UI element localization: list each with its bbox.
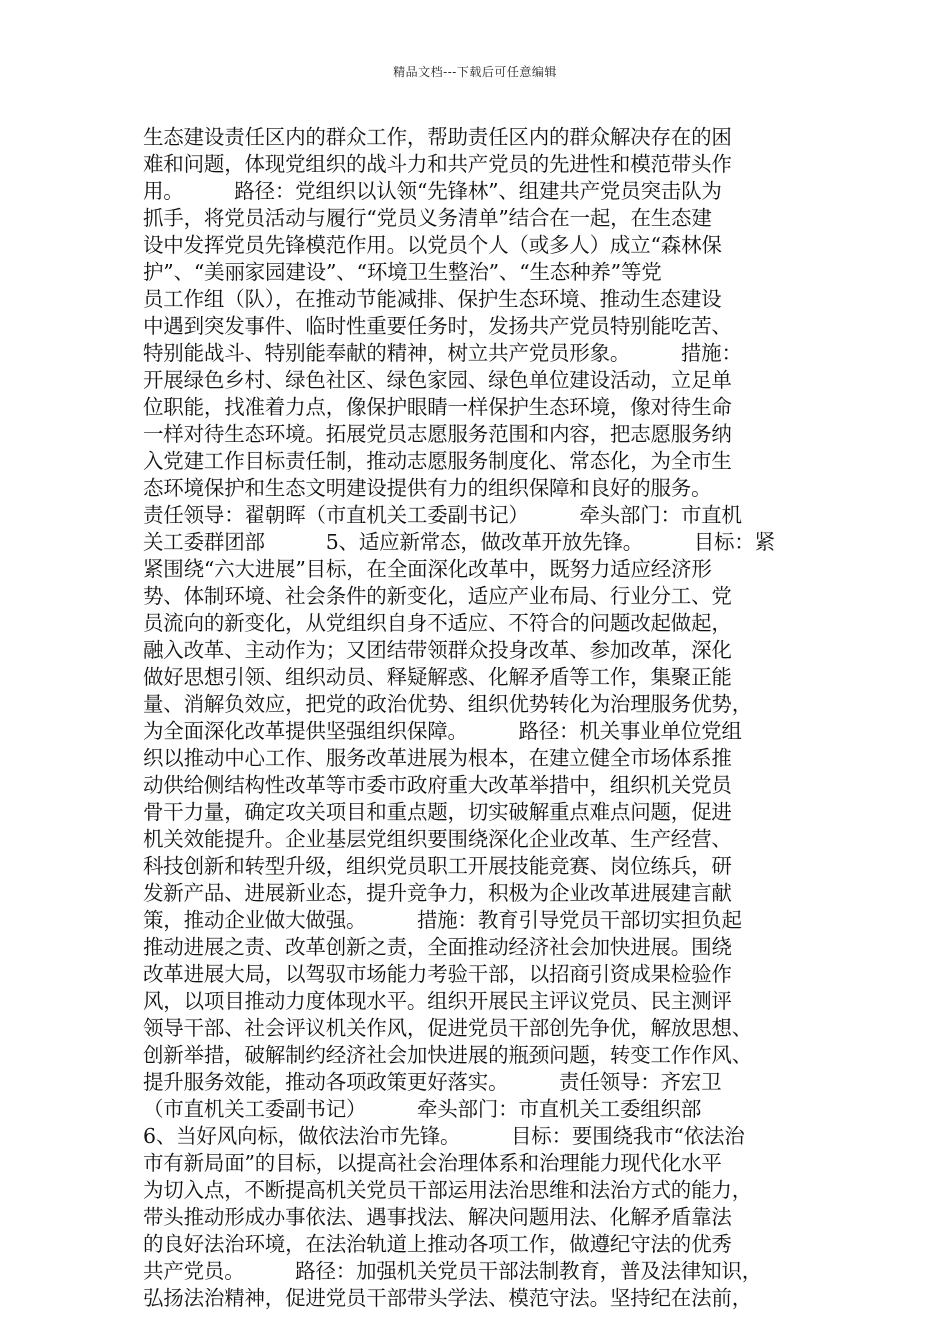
text-line: 为全面深化改革提供坚强组织保障。 路径：机关事业单位党组 bbox=[143, 719, 742, 743]
text-line: 入党建工作目标责任制，推动志愿服务制度化、常态化，为全市生 bbox=[143, 449, 732, 473]
text-line: 6、当好风向标，做依法治市先锋。 目标：要围绕我市“依法治 bbox=[143, 1124, 745, 1148]
text-line: 中遇到突发事件、临时性重要任务时，发扬共产党员特别能吃苦、 bbox=[143, 314, 732, 338]
text-line: 改革进展大局，以驾驭市场能力考验干部，以招商引资成果检验作 bbox=[143, 962, 732, 986]
text-line: 做好思想引领、组织动员、释疑解惑、化解矛盾等工作，集聚正能 bbox=[143, 665, 732, 689]
text-line: 开展绿色乡村、绿色社区、绿色家园、绿色单位建设活动，立足单 bbox=[143, 368, 732, 392]
text-line: 推动进展之责、改革创新之责，全面推动经济社会加快进展。围绕 bbox=[143, 935, 732, 959]
text-line: 为切入点，不断提高机关党员干部运用法治思维和法治方式的能力， bbox=[143, 1178, 752, 1202]
text-line: 抓手，将党员活动与履行“党员义务清单”结合在一起，在生态建 bbox=[143, 206, 712, 230]
text-line: 势、体制环境、社会条件的新变化，适应产业布局、行业分工、党 bbox=[143, 584, 732, 608]
text-line: 一样对待生态环境。拓展党员志愿服务范围和内容，把志愿服务纳 bbox=[143, 422, 732, 446]
text-line: 态环境保护和生态文明建设提供有力的组织保障和良好的服务。 bbox=[143, 476, 712, 500]
text-line: 风，以项目推动力度体现水平。组织开展民主评议党员、民主测评 bbox=[143, 989, 732, 1013]
text-line: 融入改革、主动作为；又团结带领群众投身改革、参加改革，深化 bbox=[143, 638, 732, 662]
text-line: 市有新局面”的目标，以提高社会治理体系和治理能力现代化水平 bbox=[143, 1151, 722, 1175]
page-header: 精品文档---下载后可任意编辑 bbox=[393, 65, 557, 79]
text-line: 生态建设责任区内的群众工作，帮助责任区内的群众解决存在的困 bbox=[143, 125, 732, 149]
text-line: 难和问题，体现党组织的战斗力和共产党员的先进性和模范带头作 bbox=[143, 152, 732, 176]
text-line: 发新产品、进展新业态，提升竞争力，积极为企业改革进展建言献 bbox=[143, 881, 732, 905]
text-line: 带头推动形成办事依法、遇事找法、解决问题用法、化解矛盾靠法 bbox=[143, 1205, 732, 1229]
text-line: 员流向的新变化，从党组织自身不适应、不符合的问题改起做起， bbox=[143, 611, 732, 635]
text-line: 动供给侧结构性改革等市委市政府重大改革举措中，组织机关党员 bbox=[143, 773, 732, 797]
text-line: 护”、“美丽家园建设”、“环境卫生整治”、“生态种养”等党 bbox=[143, 260, 662, 284]
text-line: 员工作组（队），在推动节能减排、保护生态环境、推动生态建设 bbox=[143, 287, 722, 311]
text-line: 特别能战斗、特别能奉献的精神，树立共产党员形象。 措施： bbox=[143, 341, 742, 365]
text-line: 共产党员。 路径：加强机关党员干部法制教育，普及法律知识， bbox=[143, 1259, 763, 1283]
text-line: 紧围绕“六大进展”目标，在全面深化改革中，既努力适应经济形 bbox=[143, 557, 712, 581]
text-line: 位职能，找准着力点，像保护眼睛一样保护生态环境，像对待生命 bbox=[143, 395, 732, 419]
text-line: 的良好法治环境，在法治轨道上推动各项工作，做遵纪守法的优秀 bbox=[143, 1232, 732, 1256]
text-line: 骨干力量，确定攻关项目和重点题，切实破解重点难点问题，促进 bbox=[143, 800, 732, 824]
text-line: 织以推动中心工作、服务改革进展为根本，在建立健全市场体系推 bbox=[143, 746, 732, 770]
document-body bbox=[143, 124, 813, 1312]
text-line: 提升服务效能，推动各项政策更好落实。 责任领导：齐宏卫 bbox=[143, 1070, 722, 1094]
text-line: 创新举措，破解制约经济社会加快进展的瓶颈问题，转变工作作风、 bbox=[143, 1043, 752, 1067]
text-line: 责任领导：翟朝晖（市直机关工委副书记） 牵头部门：市直机 bbox=[143, 503, 742, 527]
text-line: 机关效能提升。企业基层党组织要围绕深化企业改革、生产经营、 bbox=[143, 827, 732, 851]
text-line: 设中发挥党员先锋模范作用。以党员个人（或多人）成立“森林保 bbox=[143, 233, 722, 257]
text-line: （市直机关工委副书记） 牵头部门：市直机关工委组织部 bbox=[143, 1097, 702, 1121]
text-line: 领导干部、社会评议机关作风，促进党员干部创先争优，解放思想、 bbox=[143, 1016, 752, 1040]
text-line: 弘扬法治精神，促进党员干部带头学法、模范守法。坚持纪在法前， bbox=[143, 1286, 752, 1310]
text-line: 科技创新和转型升级，组织党员职工开展技能竞赛、岗位练兵，研 bbox=[143, 854, 732, 878]
text-line: 用。 路径：党组织以认领“先锋林”、组建共产党员突击队为 bbox=[143, 179, 722, 203]
text-line: 量、消解负效应，把党的政治优势、组织优势转化为治理服务优势， bbox=[143, 692, 752, 716]
text-line: 策，推动企业做大做强。 措施：教育引导党员干部切实担负起 bbox=[143, 908, 742, 932]
text-line: 关工委群团部 5、适应新常态，做改革开放先锋。 目标：紧 bbox=[143, 530, 775, 554]
